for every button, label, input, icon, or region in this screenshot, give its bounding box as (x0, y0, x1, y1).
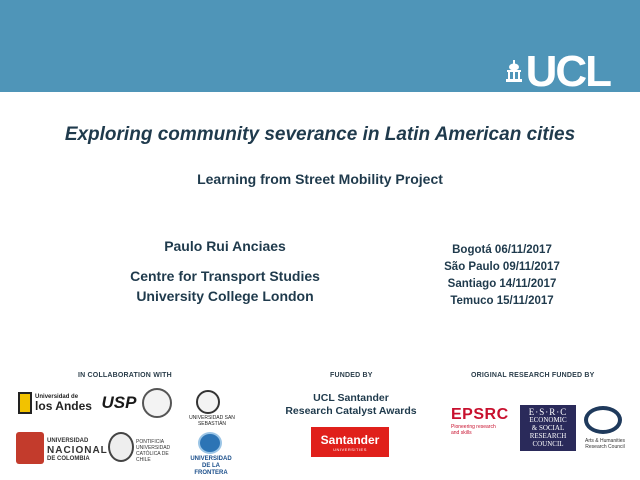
uniandes-wordmark (35, 394, 92, 412)
slide-subtitle: Learning from Street Mobility Project (197, 171, 443, 187)
unal-wordmark (47, 437, 108, 464)
unal-text-small2: DE COLOMBIA (47, 456, 90, 462)
ufro-emblem-icon (198, 432, 222, 454)
ucl-logo (504, 47, 610, 96)
esrc-line: COUNCIL (532, 440, 564, 448)
san-sebastian-text: UNIVERSIDAD SAN SEBASTIÁN (189, 415, 235, 427)
ufro-wordmark (186, 456, 236, 477)
presenter-block (80, 238, 370, 306)
epsrc-name: EPSRC (451, 406, 509, 423)
original-funding-label: ORIGINAL RESEARCH FUNDED BY (471, 372, 595, 379)
unal-text-small: UNIVERSIDAD (47, 438, 89, 444)
dates-list (402, 242, 602, 310)
epsrc-logo (451, 406, 511, 438)
epsrc-sub: Pioneering research (451, 424, 496, 430)
ucl-logo-text: UCL (525, 47, 610, 96)
unal-text-big: NACIONAL (47, 445, 108, 456)
epsrc-sub: and skills (451, 430, 472, 436)
funder-name (276, 392, 426, 418)
date-item: Temuco 15/11/2017 (450, 295, 554, 307)
esrc-line: RESEARCH (529, 432, 567, 440)
funder-line: Research Catalyst Awards (285, 405, 417, 417)
unal-crest-icon (16, 432, 44, 464)
pontificia-crest-icon (108, 432, 134, 462)
date-item: Bogotá 06/11/2017 (452, 244, 552, 256)
pontificia-text: PONTIFICIA UNIVERSIDAD CATÓLICA DE CHILE (136, 439, 171, 463)
affiliation-centre: Centre for Transport Studies (130, 268, 320, 284)
university-seal-icon (142, 388, 172, 418)
esrc-line: ECONOMIC (529, 416, 567, 424)
funded-label: FUNDED BY (330, 372, 373, 379)
santander-logo (311, 427, 389, 457)
presenter-name: Paulo Rui Anciaes (164, 238, 286, 254)
funder-line: UCL Santander (313, 392, 389, 404)
esrc-acronym: E·S·R·C (528, 407, 568, 417)
ahrc-text: Arts & Humanities Research Council (584, 438, 625, 450)
uniandes-text-small: Universidad de (35, 394, 79, 400)
usp-logo: USP (101, 393, 137, 412)
esrc-logo (520, 405, 576, 451)
santander-sub: UNIVERSITIES (333, 446, 367, 452)
slide-title: Exploring community severance in Latin American cities (64, 124, 576, 145)
santander-name: Santander (320, 432, 380, 447)
ahrc-emblem-icon (584, 406, 622, 434)
date-item: Santiago 14/11/2017 (447, 278, 557, 290)
esrc-line: & SOCIAL (531, 424, 565, 432)
uniandes-logo (16, 390, 94, 416)
affiliation-university: University College London (136, 288, 314, 304)
ufro-text-small: UNIVERSIDAD (190, 456, 232, 462)
header-band (0, 0, 640, 96)
date-item: São Paulo 09/11/2017 (444, 261, 560, 273)
san-sebastian-crest-icon (196, 390, 220, 414)
ucl-portico-icon (504, 60, 524, 82)
collaboration-label: IN COLLABORATION WITH (78, 372, 172, 379)
ufro-text-big: DE LA FRONTERA (194, 463, 228, 476)
uniandes-text-big: los Andes (35, 399, 92, 413)
uniandes-mark-icon (18, 392, 32, 414)
